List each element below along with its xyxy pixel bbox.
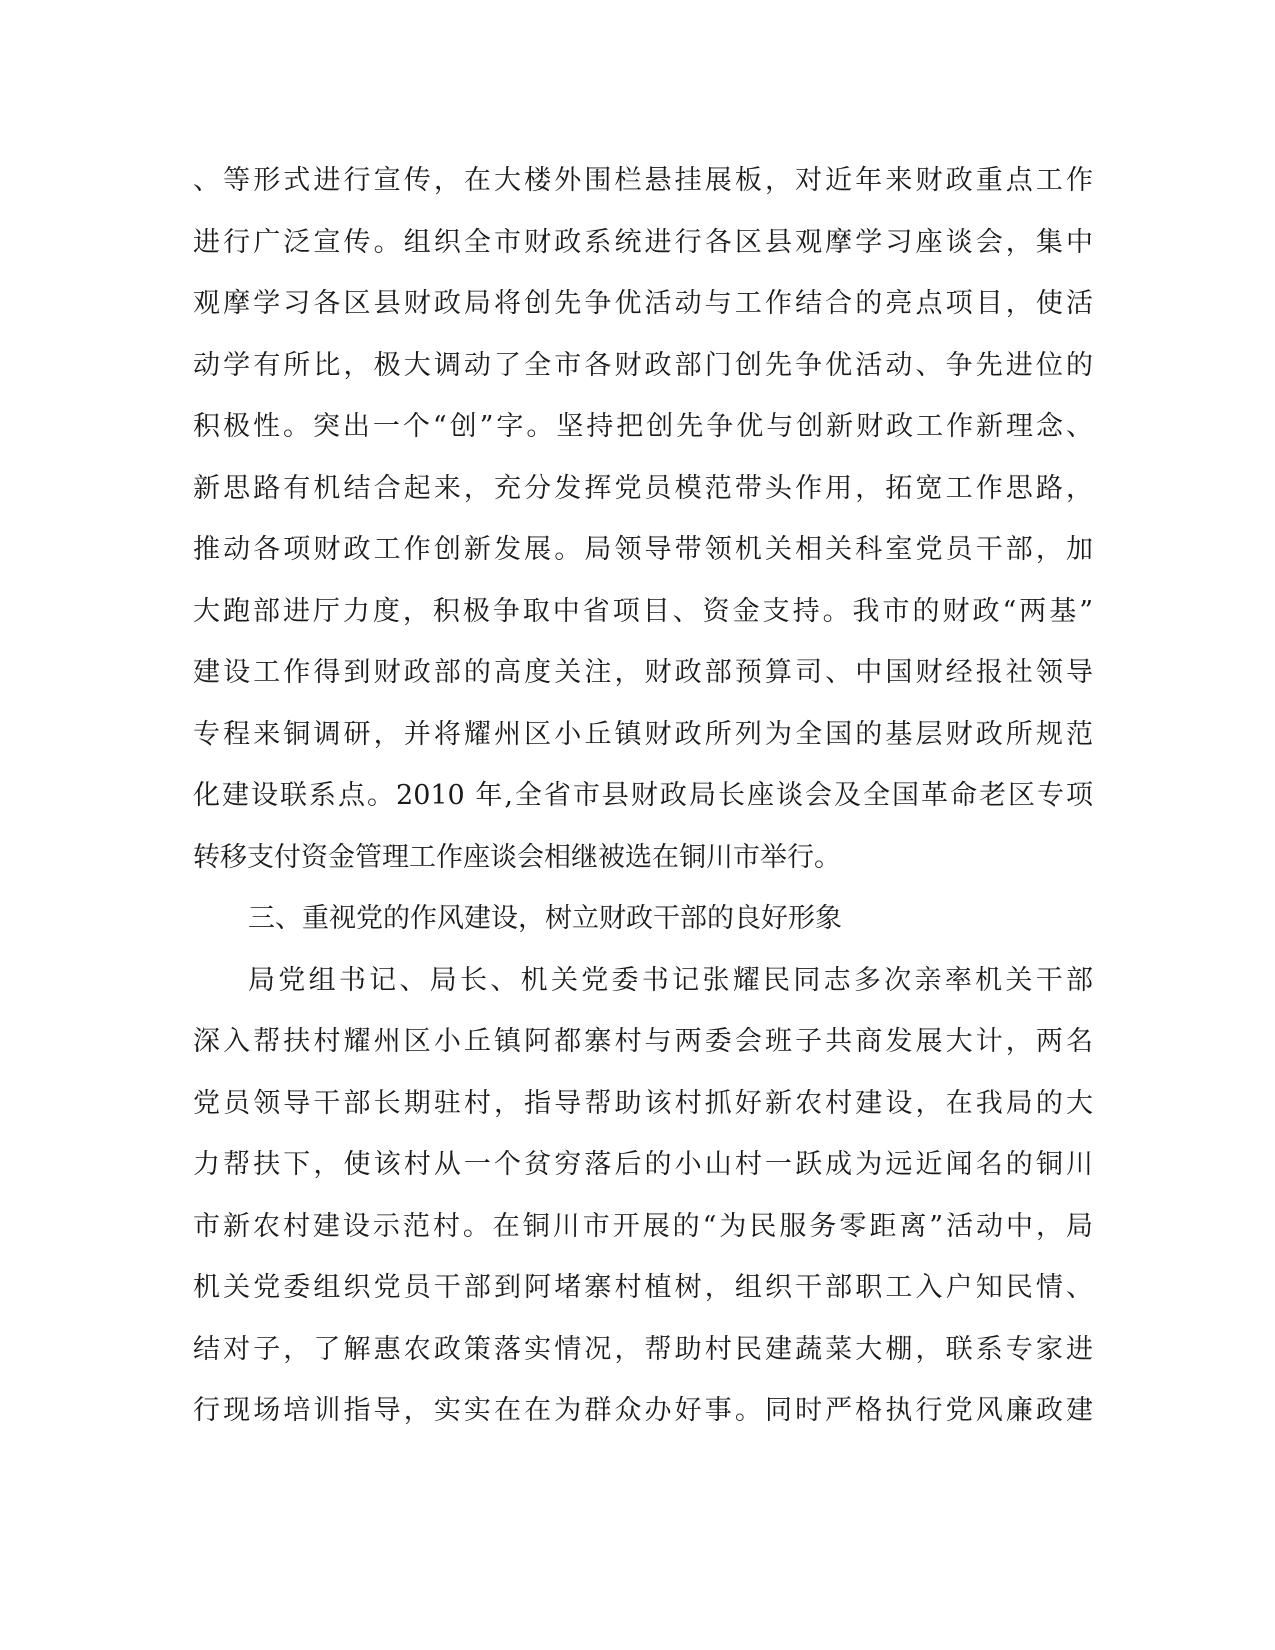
text-line: 观摩学习各区县财政局将创先争优活动与工作结合的亮点项目，使活 bbox=[193, 288, 1093, 319]
text-line: 党员领导干部长期驻村，指导帮助该村抓好新农村建设，在我局的大 bbox=[193, 1087, 1093, 1119]
body-text bbox=[193, 150, 1093, 1442]
text-line: 动学有所比，极大调动了全市各财政部门创先争优活动、争先进位的 bbox=[193, 349, 1093, 381]
text-line: 机关党委组织党员干部到阿堵寨村植树，组织干部职工入户知民情、 bbox=[193, 1272, 1093, 1303]
text-line: 结对子，了解惠农政策落实情况，帮助村民建蔬菜大棚，联系专家进 bbox=[193, 1333, 1093, 1365]
text-line: 进行广泛宣传。组织全市财政系统进行各区县观摩学习座谈会，集中 bbox=[193, 226, 1093, 258]
text-line: 转移支付资金管理工作座谈会相继被选在铜川市举行。 bbox=[193, 841, 841, 873]
text-line: 市新农村建设示范村。在铜川市开展的“为民服务零距离”活动中，局 bbox=[193, 1210, 1093, 1242]
text-line: 深入帮扶村耀州区小丘镇阿都寨村与两委会班子共商发展大计，两名 bbox=[193, 1026, 1093, 1057]
text-line: 积极性。突出一个“创”字。坚持把创先争优与创新财政工作新理念、 bbox=[193, 411, 1093, 442]
text-line: 大跑部进厅力度，积极争取中省项目、资金支持。我市的财政“两基” bbox=[193, 595, 1093, 627]
text-line: 建设工作得到财政部的高度关注，财政部预算司、中国财经报社领导 bbox=[193, 657, 1093, 688]
paragraph-first-line: 局党组书记、局长、机关党委书记张耀民同志多次亲率机关干部 bbox=[248, 964, 1093, 996]
text-line: 力帮扶下，使该村从一个贫穷落后的小山村一跃成为远近闻名的铜川 bbox=[193, 1149, 1093, 1180]
text-line: 专程来铜调研，并将耀州区小丘镇财政所列为全国的基层财政所规范 bbox=[193, 718, 1093, 750]
paragraph-first-line: 三、重视党的作风建设，树立财政干部的良好形象 bbox=[248, 903, 842, 934]
text-line: 、等形式进行宣传，在大楼外围栏悬挂展板，对近年来财政重点工作 bbox=[193, 165, 1093, 196]
text-line: 行现场培训指导，实实在在为群众办好事。同时严格执行党风廉政建 bbox=[193, 1395, 1093, 1426]
text-line: 化建设联系点。2010 年,全省市县财政局长座谈会及全国革命老区专项 bbox=[193, 780, 1093, 811]
text-line: 新思路有机结合起来，充分发挥党员模范带头作用，拓宽工作思路， bbox=[193, 472, 1093, 504]
text-line: 推动各项财政工作创新发展。局领导带领机关相关科室党员干部，加 bbox=[193, 534, 1093, 565]
